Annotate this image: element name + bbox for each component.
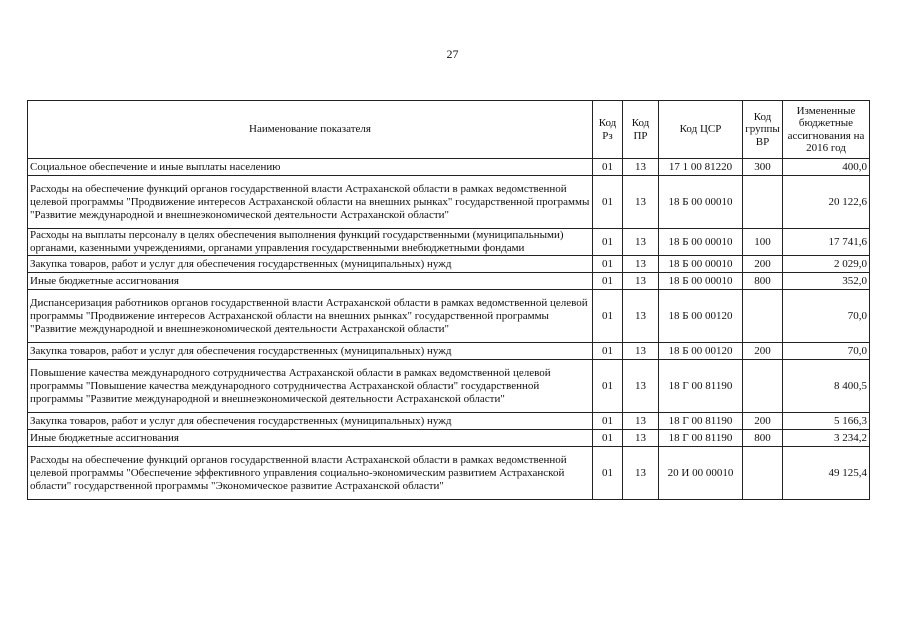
row-csr: 18 Б 00 00010 [659, 176, 743, 229]
table-row [28, 176, 870, 229]
table-row [28, 229, 870, 256]
row-rz: 01 [593, 413, 623, 430]
header-pr: Код ПР [623, 101, 659, 159]
row-vr [743, 290, 783, 343]
row-rz: 01 [593, 176, 623, 229]
page-number: 27 [446, 47, 459, 61]
row-vr: 800 [743, 430, 783, 447]
row-vr: 200 [743, 256, 783, 273]
row-name: Повышение качества международного сотрудничества Астраханской области в рамках ведомственной целевой программы "Повышение качества международного сотрудничества Астраханской области" государственной программы "Развитие международной и внешнеэкономической деятельности Астраханской области" [28, 360, 593, 413]
row-csr: 18 Б 00 00010 [659, 273, 743, 290]
row-name: Закупка товаров, работ и услуг для обеспечения государственных (муниципальных) нужд [28, 256, 593, 273]
row-csr: 18 Г 00 81190 [659, 360, 743, 413]
row-csr: 18 Б 00 00010 [659, 229, 743, 256]
header-vr: Код группы ВР [743, 101, 783, 159]
table-row [28, 430, 870, 447]
table-row [28, 256, 870, 273]
table-header-row [28, 101, 870, 159]
row-name: Иные бюджетные ассигнования [28, 273, 593, 290]
row-pr: 13 [623, 159, 659, 176]
row-name: Расходы на обеспечение функций органов государственной власти Астраханской области в рамках ведомственной целевой программы "Обеспечение эффективного управления социально-экономическим развитием Астраханской области" государственной программы "Экономическое развитие Астраханской области" [28, 447, 593, 500]
row-amount: 400,0 [783, 159, 870, 176]
table-row [28, 273, 870, 290]
row-amount: 70,0 [783, 343, 870, 360]
row-rz: 01 [593, 360, 623, 413]
table-row [28, 290, 870, 343]
row-name: Расходы на обеспечение функций органов государственной власти Астраханской области в рамках ведомственной целевой программы "Продвижение интересов Астраханской области на внешних рынках" государственной программы "Развитие международной и внешнеэкономической деятельности Астраханской области" [28, 176, 593, 229]
row-name: Закупка товаров, работ и услуг для обеспечения государственных (муниципальных) нужд [28, 413, 593, 430]
row-amount: 3 234,2 [783, 430, 870, 447]
row-pr: 13 [623, 413, 659, 430]
table-row [28, 447, 870, 500]
header-name: Наименование показателя [28, 101, 593, 159]
row-rz: 01 [593, 256, 623, 273]
row-vr: 300 [743, 159, 783, 176]
row-rz: 01 [593, 229, 623, 256]
row-csr: 18 Б 00 00120 [659, 343, 743, 360]
row-csr: 20 И 00 00010 [659, 447, 743, 500]
row-csr: 18 Г 00 81190 [659, 430, 743, 447]
row-vr [743, 176, 783, 229]
row-rz: 01 [593, 159, 623, 176]
table-row [28, 413, 870, 430]
row-name: Диспансеризация работников органов государственной власти Астраханской области в рамках ведомственной целевой программы "Продвижение интересов Астраханской области на внешних рынках" государственной программы "Развитие международной и внешнеэкономической деятельности Астраханской области" [28, 290, 593, 343]
row-vr [743, 360, 783, 413]
header-amount: Измененные бюджетные ассигнования на 2016 год [783, 101, 870, 159]
row-csr: 18 Б 00 00010 [659, 256, 743, 273]
row-rz: 01 [593, 273, 623, 290]
row-pr: 13 [623, 360, 659, 413]
row-vr: 200 [743, 413, 783, 430]
table-row [28, 343, 870, 360]
row-rz: 01 [593, 430, 623, 447]
table-row [28, 360, 870, 413]
row-name: Социальное обеспечение и иные выплаты населению [28, 159, 593, 176]
row-pr: 13 [623, 176, 659, 229]
row-amount: 8 400,5 [783, 360, 870, 413]
row-amount: 20 122,6 [783, 176, 870, 229]
row-pr: 13 [623, 256, 659, 273]
row-vr: 100 [743, 229, 783, 256]
row-csr: 17 1 00 81220 [659, 159, 743, 176]
row-amount: 70,0 [783, 290, 870, 343]
row-vr [743, 447, 783, 500]
row-amount: 352,0 [783, 273, 870, 290]
row-amount: 49 125,4 [783, 447, 870, 500]
row-pr: 13 [623, 273, 659, 290]
row-pr: 13 [623, 447, 659, 500]
row-csr: 18 Г 00 81190 [659, 413, 743, 430]
row-name: Расходы на выплаты персоналу в целях обеспечения выполнения функций государственными (муниципальными) органами, казенными учреждениями, органами управления государственными внебюджетными фондами [28, 229, 593, 256]
row-vr: 200 [743, 343, 783, 360]
header-csr: Код ЦСР [659, 101, 743, 159]
row-vr: 800 [743, 273, 783, 290]
row-pr: 13 [623, 430, 659, 447]
row-name: Иные бюджетные ассигнования [28, 430, 593, 447]
row-pr: 13 [623, 290, 659, 343]
row-amount: 5 166,3 [783, 413, 870, 430]
row-pr: 13 [623, 343, 659, 360]
row-pr: 13 [623, 229, 659, 256]
budget-table [27, 100, 870, 500]
row-rz: 01 [593, 343, 623, 360]
header-rz: Код Рз [593, 101, 623, 159]
row-amount: 2 029,0 [783, 256, 870, 273]
row-name: Закупка товаров, работ и услуг для обеспечения государственных (муниципальных) нужд [28, 343, 593, 360]
row-rz: 01 [593, 447, 623, 500]
row-rz: 01 [593, 290, 623, 343]
row-csr: 18 Б 00 00120 [659, 290, 743, 343]
table-row [28, 159, 870, 176]
row-amount: 17 741,6 [783, 229, 870, 256]
